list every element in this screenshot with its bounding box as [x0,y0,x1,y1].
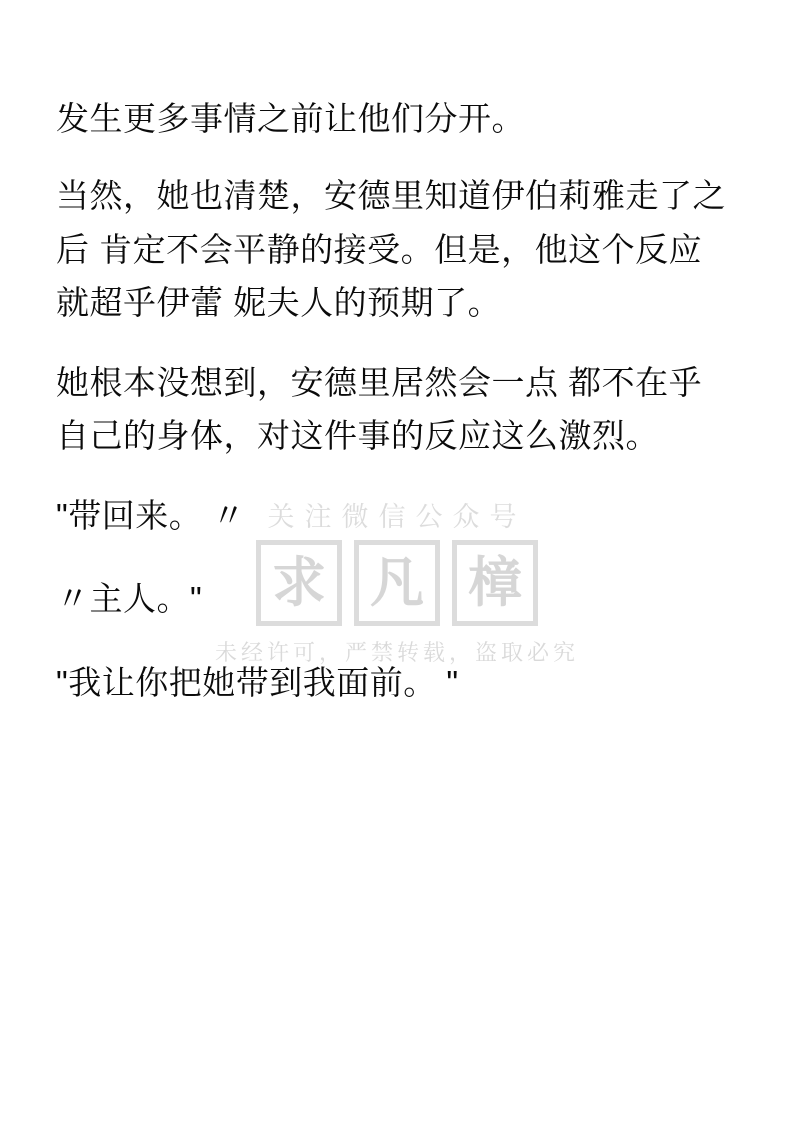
watermark-char-2: 凡 [354,540,440,626]
paragraph-3: 她根本没想到，安德里居然会一点 都不在乎自己的身体，对这件事的反应这么激烈。 [56,363,703,455]
watermark-top-text: 关注微信公众号 [267,502,527,532]
paragraph-5: 〃主人。" [56,580,203,618]
paragraph-4: "带回来。 〃 [56,496,246,534]
watermark-bottom-text: 未经许可，严禁转载，盗取必究 [214,640,579,665]
paragraph-6: "我让你把她带到我面前。 " [56,663,459,701]
watermark-char-3: 樟 [452,540,538,626]
watermark-char-1: 求 [256,540,342,626]
paragraph-2: 当然，她也清楚，安德里知道伊伯莉雅走了之后 肯定不会平静的接受。但是，他这个反应就超乎伊蕾 妮夫人的预期了。 [56,177,726,322]
paragraph-1: 发生更多事情之前让他们分开。 [56,100,525,137]
